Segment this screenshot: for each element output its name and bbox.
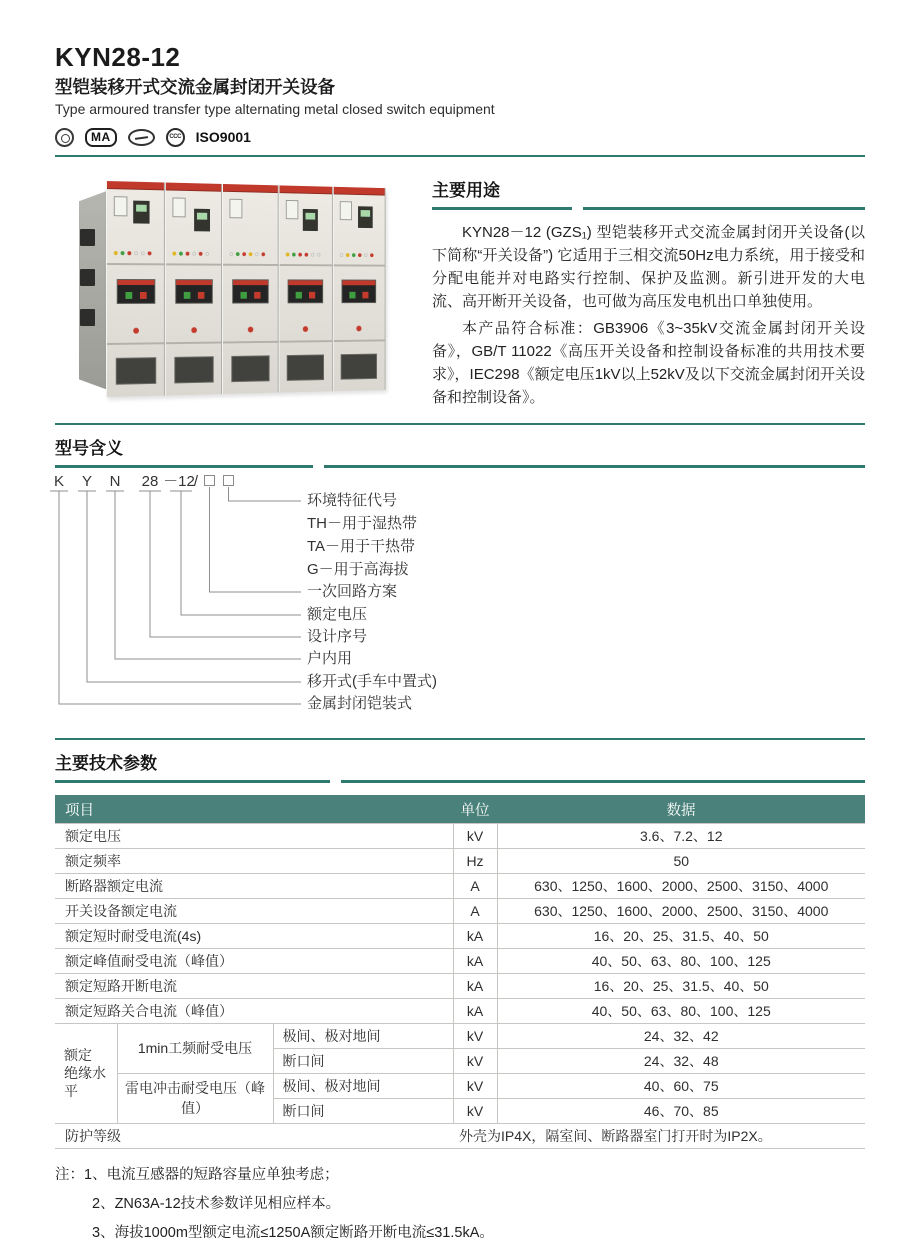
condition-cell: 断口间 <box>273 1048 453 1073</box>
model-code-part: Y <box>81 473 92 491</box>
data-cell: 630、1250、1600、2000、2500、3150、4000 <box>497 898 865 923</box>
table-row-insulation <box>55 1073 865 1098</box>
data-cell: 16、20、25、31.5、40、50 <box>497 973 865 998</box>
condition-cell: 极间、极对地间 <box>273 1073 453 1098</box>
doc-header <box>55 44 865 148</box>
param-name-cell: 防护等级 <box>55 1123 453 1148</box>
model-label: 户内用 <box>307 650 353 668</box>
param-name-cell: 开关设备额定电流 <box>55 898 453 923</box>
model-label: TH－用于湿热带 <box>307 515 417 533</box>
condition-cell: 极间、极对地间 <box>273 1023 453 1048</box>
cabinet-unit <box>333 187 386 391</box>
note-prefix: 注： <box>55 1166 84 1183</box>
section-parameters <box>55 738 865 1149</box>
table-row <box>55 973 865 998</box>
unit-cell: A <box>453 898 497 923</box>
usage-paragraph: 本产品符合标准：GB3906《3~35kV交流金属封闭开关设备》，GB/T 11022《高压开关设备和控制设备标准的共用技术要求》，IEC298《额定电压1kV以上52kV及以下交流金属封闭开关设备和控制设备》。 <box>432 320 865 407</box>
data-cell: 16、20、25、31.5、40、50 <box>497 923 865 948</box>
model-code-part: －12 <box>163 473 195 491</box>
model-code-connector-lines <box>55 474 865 724</box>
model-code-part: / <box>193 473 199 491</box>
table-row-protection <box>55 1123 865 1148</box>
model-label: 一次回路方案 <box>307 583 398 601</box>
table-row-insulation <box>55 1023 865 1048</box>
certification-logos <box>55 126 865 148</box>
param-name-cell: 额定电压 <box>55 823 453 848</box>
model-label: G－用于高海拔 <box>307 561 409 579</box>
model-code-part: N <box>109 473 121 491</box>
metrology-logo-icon <box>128 129 155 146</box>
model-label: 额定电压 <box>307 606 368 624</box>
param-name-cell: 额定短路关合电流（峰值） <box>55 998 453 1023</box>
unit-cell: kA <box>453 973 497 998</box>
model-label: 环境特征代号 <box>307 492 398 510</box>
model-label: 金属封闭铠装式 <box>307 695 413 713</box>
note-item: 1、电流互感器的短路容量应单独考虑； <box>84 1166 339 1183</box>
ma-logo-icon: MA <box>85 128 117 147</box>
section-model-meaning <box>55 423 865 724</box>
table-row <box>55 998 865 1023</box>
table-row <box>55 948 865 973</box>
cabinet-side-panel <box>79 191 106 389</box>
col-header-unit: 单位 <box>453 795 497 823</box>
subtitle-en: Type armoured transfer type alternating metal closed switch equipment <box>55 101 495 118</box>
model-label: 移开式(手车中置式) <box>307 673 437 691</box>
page-title: KYN28-12 <box>55 42 181 72</box>
product-photo <box>69 169 425 409</box>
header-divider <box>55 155 865 157</box>
data-cell: 3.6、7.2、12 <box>497 823 865 848</box>
usage-title-underline <box>432 207 865 210</box>
param-name-cell: 额定短路开断电流 <box>55 973 453 998</box>
param-name-cell: 额定峰值耐受电流（峰值） <box>55 948 453 973</box>
model-section-title: 型号含义 <box>55 439 123 459</box>
model-code-placeholder-box <box>223 475 234 486</box>
unit-cell: Hz <box>453 848 497 873</box>
note-line <box>55 1219 865 1248</box>
unit-cell: A <box>453 873 497 898</box>
cabinet-unit <box>165 183 222 396</box>
cqc-logo-icon <box>55 128 74 147</box>
data-cell: 24、32、48 <box>497 1048 865 1073</box>
model-label: TA－用于干热带 <box>307 538 416 556</box>
col-header-data: 数据 <box>497 795 865 823</box>
param-name-cell: 额定短时耐受电流(4s) <box>55 923 453 948</box>
usage-paragraph: KYN28－12 (GZS₁) 型铠装移开式交流金属封闭开关设备(以下简称“开关设备”) 它适用于三相交流50Hz电力系统，用于接受和分配电能并对电路实行控制、保护及监测。新引进开发的大电流、高开断开关设备，也可做为高压发电机出口单独使用。 <box>432 224 865 311</box>
insulation-subgroup-cell: 雷电冲击耐受电压（峰值） <box>117 1073 273 1123</box>
unit-cell: kA <box>453 948 497 973</box>
data-cell: 40、60、75 <box>497 1073 865 1098</box>
subtitle-cn: 型铠装移开式交流金属封闭开关设备 <box>55 77 335 98</box>
unit-cell: kA <box>453 923 497 948</box>
model-code-diagram <box>55 474 865 724</box>
data-cell: 50 <box>497 848 865 873</box>
usage-section-title: 主要用途 <box>432 181 500 201</box>
condition-cell: 断口间 <box>273 1098 453 1123</box>
note-item: 3、海拔1000m型额定电流≤1250A额定断路开断电流≤31.5kA。 <box>92 1224 494 1241</box>
table-row <box>55 848 865 873</box>
col-header-item: 项目 <box>55 795 453 823</box>
data-cell: 46、70、85 <box>497 1098 865 1123</box>
cabinet-unit <box>106 181 165 397</box>
footnotes <box>55 1161 865 1248</box>
model-title-underline <box>55 465 865 468</box>
unit-cell: kA <box>453 998 497 1023</box>
table-row <box>55 873 865 898</box>
data-cell: 40、50、63、80、100、125 <box>497 998 865 1023</box>
model-code-part: 28 <box>141 473 159 491</box>
insulation-group-cell: 额定 绝缘水平 <box>55 1023 117 1123</box>
parameters-table <box>55 795 865 1149</box>
cabinet-unit <box>222 184 278 394</box>
section-usage <box>432 167 865 409</box>
iso9001-label: ISO9001 <box>195 129 251 146</box>
model-code-part: K <box>53 473 64 491</box>
table-row <box>55 823 865 848</box>
param-name-cell: 额定频率 <box>55 848 453 873</box>
unit-cell: kV <box>453 1023 497 1048</box>
table-row <box>55 923 865 948</box>
ccc-logo-icon: CCC <box>166 128 185 147</box>
model-code-placeholder-box <box>204 475 215 486</box>
unit-cell: kV <box>453 823 497 848</box>
param-name-cell: 断路器额定电流 <box>55 873 453 898</box>
data-cell: 40、50、63、80、100、125 <box>497 948 865 973</box>
note-line <box>55 1161 865 1190</box>
unit-cell: kV <box>453 1048 497 1073</box>
cabinet-unit <box>278 186 332 393</box>
data-cell: 24、32、42 <box>497 1023 865 1048</box>
table-row <box>55 898 865 923</box>
model-label: 设计序号 <box>307 628 368 646</box>
insulation-subgroup-cell: 1min工频耐受电压 <box>117 1023 273 1073</box>
unit-cell: kV <box>453 1073 497 1098</box>
note-item: 2、ZN63A-12技术参数详见相应样本。 <box>92 1195 341 1212</box>
data-cell: 外壳为IP4X，隔室间、断路器室门打开时为IP2X。 <box>453 1123 865 1148</box>
data-cell: 630、1250、1600、2000、2500、3150、4000 <box>497 873 865 898</box>
params-section-title: 主要技术参数 <box>55 754 157 774</box>
params-title-underline <box>55 780 865 783</box>
note-line <box>55 1190 865 1219</box>
table-header-row <box>55 795 865 823</box>
unit-cell: kV <box>453 1098 497 1123</box>
